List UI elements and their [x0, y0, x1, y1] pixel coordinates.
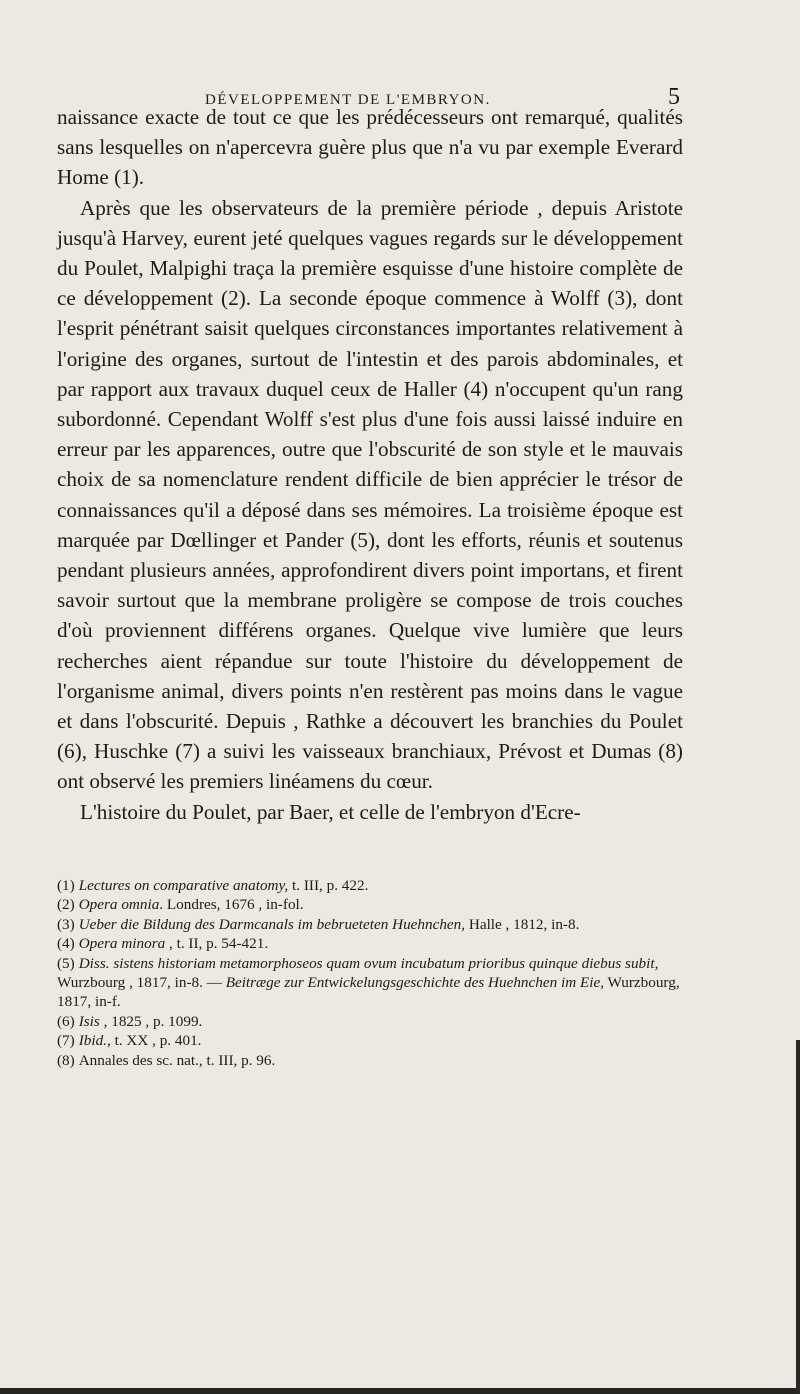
- footnote-number: (8): [57, 1051, 75, 1069]
- footnote-text: t. III, p. 422.: [288, 877, 369, 894]
- footnote-text: Halle , 1812, in-8.: [465, 915, 580, 933]
- footnote-number: (5): [57, 954, 75, 972]
- main-text: [57, 102, 683, 827]
- footnote-text: Opera minora: [78, 935, 166, 953]
- footnote: [57, 915, 683, 934]
- footnote-text: . Londres, 1676 , in-fol.: [159, 896, 304, 914]
- footnote-text: t. XX , p. 401.: [110, 1032, 202, 1050]
- footnote: [57, 1051, 683, 1070]
- footnote-text: Wurzbourg , 1817, in-8. —: [57, 974, 226, 992]
- footnote-text: Annales des sc. nat., t. III, p. 96.: [78, 1051, 276, 1069]
- footnote-number: (3): [57, 915, 75, 933]
- footnote-text: Diss. sistens historiam metamorphoseos quam ovum incubatum prioribus quinque diebus subit,: [78, 954, 659, 972]
- footnote-text: Isis: [78, 1012, 100, 1030]
- footnote-text: , 1825 , p. 1099.: [99, 1012, 203, 1030]
- footnote-text: Wurzbourg, 1817, in-f.: [57, 974, 680, 1011]
- footnote-text: Ibid.,: [78, 1032, 111, 1050]
- footnote-text: Beitræge zur Entwickelungsgeschichte des Huehnchen im Eie,: [225, 974, 605, 992]
- footnote-text: Ueber die Bildung des Darmcanals im bebrueteten Huehnchen,: [78, 915, 466, 933]
- page-number: 5: [668, 84, 680, 110]
- paragraph: L'histoire du Poulet, par Baer, et celle de l'embryon d'Ecre-: [80, 799, 581, 824]
- running-title: DÉVELOPPEMENT DE L'EMBRYON.: [205, 92, 491, 108]
- footnote-number: (6): [57, 1012, 75, 1030]
- scan-edge: [0, 1388, 800, 1394]
- scan-edge: [796, 1040, 800, 1394]
- footnote: [57, 934, 683, 953]
- footnote-number: (2): [57, 896, 75, 914]
- footnote-number: (7): [57, 1032, 75, 1050]
- footnote-number: (1): [57, 877, 75, 894]
- paragraph: Après que les observateurs de la première période , depuis Aristote jusqu'à Harvey, eurent jeté quelques vagues regards sur le développement du Poulet, Malpighi traça la première esquisse d'une histoire complète de ce développement (2). La seconde époque commence à Wolff (3), dont l'esprit pénétrant saisit quelques circonstances importantes relativement à l'origine des organes, surtout de l'intestin et des parois abdominales, et par rapport aux travaux duquel ceux de Haller (4) n'occupent qu'un rang subordonné. Cependant Wolff s'est plus d'une fois aussi laissé induire en erreur par les apparences, outre que l'obscurité de son style et le mauvais choix de sa nomenclature rendent difficile de bien apprécier le trésor de connaissances qu'il a déposé dans ses mémoires. La troisième époque est marquée par Dœllinger et Pander (5), dont les efforts, réunis et soutenus pendant plusieurs années, approfondirent divers point importans, et firent savoir surtout que la membrane proligère se compose de trois couches d'où proviennent différens organes. Quelque vive lumière que leurs recherches aient répandue sur toute l'histoire du développement de l'organisme animal, divers points n'en restèrent pas moins dans le vague et dans l'obscurité. Depuis , Rathke a découvert les branchies du Poulet (6), Huschke (7) a suivi les vaisseaux branchiaux, Prévost et Dumas (8) ont observé les premiers linéamens du cœur.: [57, 195, 683, 794]
- footnote: [57, 1031, 683, 1050]
- paragraph: naissance exacte de tout ce que les prédécesseurs ont remarqué, qualités sans lesquelles on n'apercevra guère plus que n'a vu par exemple Everard Home (1).: [57, 105, 683, 190]
- footnote-text: Opera omnia: [78, 896, 160, 914]
- footnote: [57, 895, 683, 914]
- footnotes: [57, 876, 683, 1070]
- footnote-number: (4): [57, 935, 75, 953]
- footnote: [57, 1012, 683, 1031]
- footnote-text: Lectures on comparative anatomy,: [78, 877, 289, 894]
- footnote: [57, 876, 683, 895]
- footnote-text: , t. II, p. 54-421.: [165, 935, 269, 953]
- footnote: [57, 954, 683, 1012]
